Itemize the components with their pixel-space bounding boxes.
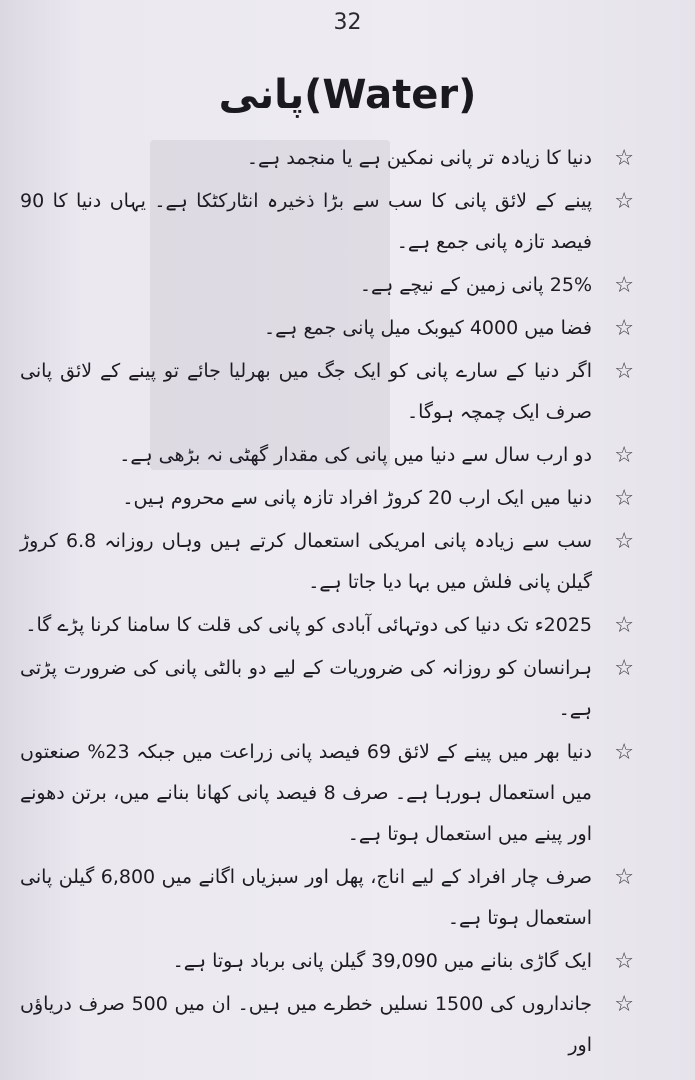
list-item [20,478,650,519]
list-item [20,648,650,730]
list-item-text: اگر دنیا کے سارے پانی کو ایک جگ میں بھرلیا جائے تو پینے کے لائق پانی صرف ایک چمچہ ہوگا۔ [20,360,592,423]
star-icon: ☆ [614,613,634,638]
list-item-text: دنیا کا زیادہ تر پانی نمکین ہے یا منجمد ہے۔ [246,147,592,169]
page-title: پانی(Water) [218,72,477,118]
list-item [20,521,650,603]
star-icon: ☆ [614,992,634,1017]
list-item-text: دو ارب سال سے دنیا میں پانی کی مقدار گھٹی نہ بڑھی ہے۔ [119,444,592,466]
list-item-text: ایک گاڑی بنانے میں 39,090 گیلن پانی برباد ہوتا ہے۔ [172,950,592,972]
star-icon: ☆ [614,189,634,214]
star-icon: ☆ [614,443,634,468]
star-icon: ☆ [614,740,634,765]
list-item-text: جانداروں کی 1500 نسلیں خطرے میں ہیں۔ ان میں 500 صرف دریاؤں اور [20,993,592,1056]
star-icon: ☆ [614,529,634,554]
list-item [20,605,650,646]
list-item [20,181,650,263]
list-item-text: دنیا بھر میں پینے کے لائق 69 فیصد پانی زراعت میں جبکہ 23% صنعتوں میں استعمال ہورہا ہے۔ صرف 8 فیصد پانی کھانا بنانے میں، برتن دھونے اور پینے میں استعمال ہوتا ہے۔ [20,741,592,845]
list-item [20,351,650,433]
list-item [20,941,650,982]
list-item-text: فضا میں 4000 کیوبک میل پانی جمع ہے۔ [264,317,592,339]
star-icon: ☆ [614,949,634,974]
list-item-text: 25% پانی زمین کے نیچے ہے۔ [359,274,592,296]
list-item [20,265,650,306]
list-item [20,308,650,349]
star-icon: ☆ [614,359,634,384]
list-item-text: صرف چار افراد کے لیے اناج، پھل اور سبزیاں اگانے میں 6,800 گیلن پانی استعمال ہوتا ہے۔ [20,866,592,929]
list-item [20,435,650,476]
page-number: 32 [333,10,362,35]
list-item [20,857,650,939]
star-icon: ☆ [614,146,634,171]
facts-list [20,138,650,1068]
star-icon: ☆ [614,865,634,890]
star-icon: ☆ [614,656,634,681]
list-item-text: دنیا میں ایک ارب 20 کروڑ افراد تازہ پانی سے محروم ہیں۔ [122,487,592,509]
star-icon: ☆ [614,316,634,341]
list-item-text: سب سے زیادہ پانی امریکی استعمال کرتے ہیں وہاں روزانہ 6.8 کروڑ گیلن پانی فلش میں بہا دیا جاتا ہے۔ [20,530,592,593]
star-icon: ☆ [614,273,634,298]
list-item [20,732,650,855]
list-item [20,984,650,1066]
list-item-text: پینے کے لائق پانی کا سب سے بڑا ذخیرہ انٹارکٹکا ہے۔ یہاں دنیا کا 90 فیصد تازہ پانی جمع ہے۔ [20,190,592,253]
list-item-text: 2025ء تک دنیا کی دوتہائی آبادی کو پانی کی قلت کا سامنا کرنا پڑے گا۔ [25,614,592,636]
star-icon: ☆ [614,486,634,511]
list-item [20,138,650,179]
list-item-text: ہرانسان کو روزانہ کی ضروریات کے لیے دو بالٹی پانی کی ضرورت پڑتی ہے۔ [20,657,592,720]
